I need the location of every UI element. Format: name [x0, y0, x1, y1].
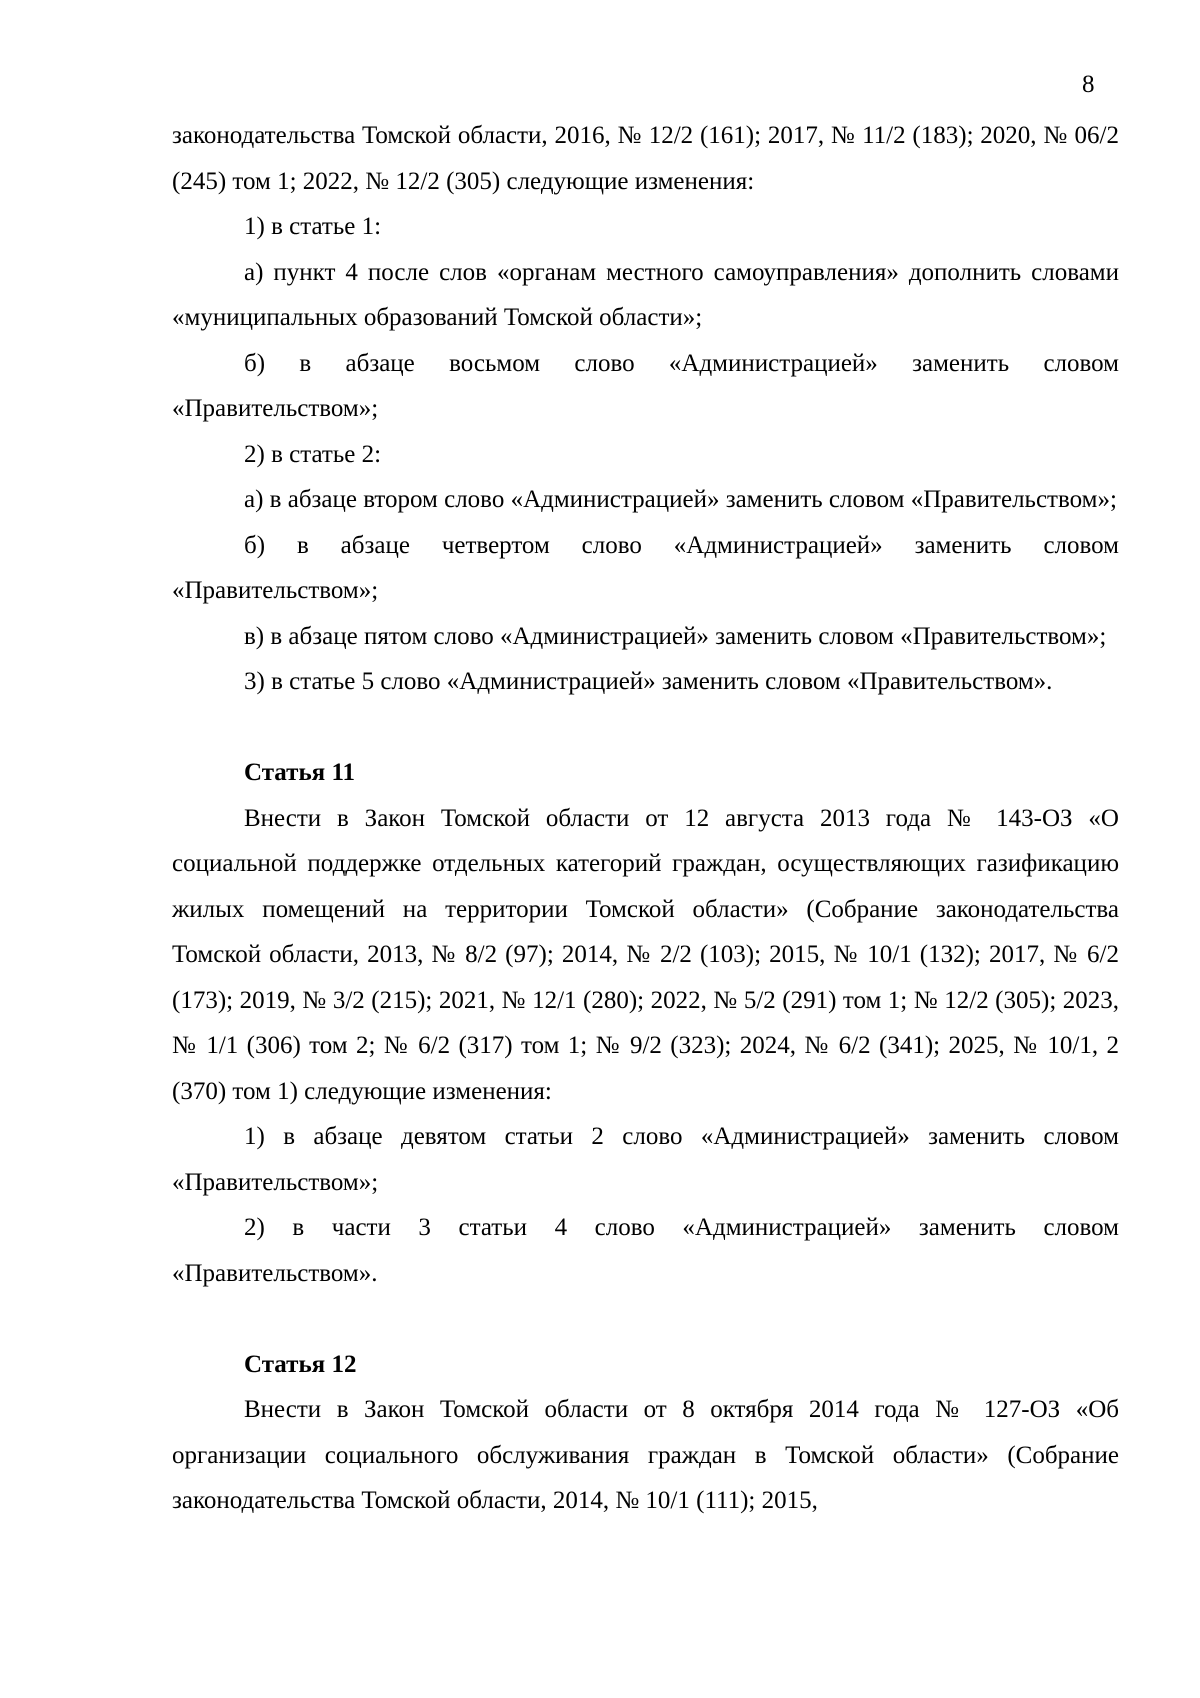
paragraph: в) в абзаце пятом слово «Администрацией» заменить словом «Правительством»;	[244, 622, 1107, 650]
paragraph: 1) в абзаце девятом статьи 2 слово «Администрацией» заменить словом «Правительством»;	[172, 1123, 1119, 1196]
paragraph: Внести в Закон Томской области от 12 августа 2013 года № 143-ОЗ «О социальной поддержке отдельных категорий граждан, осуществляющих газификацию жилых помещений на территории Томской области» (Собрание законодательства Томской области, 2013, № 8/2 (97); 2014, № 2/2 (103); 2015, № 10/1 (132); 2017, № 6/2 (173); 2019, № 3/2 (215); 2021, № 12/1 (280); 2022, № 5/2 (291) том 1; № 12/2 (305); 2023, № 1/1 (306) том 2; № 6/2 (317) том 1; № 9/2 (323); 2024, № 6/2 (341); 2025, № 10/1, 2 (370) том 1) следующие изменения:	[172, 804, 1119, 1105]
section-spacer	[172, 1296, 1119, 1342]
page-number: 8	[1082, 71, 1095, 98]
paragraph: б) в абзаце четвертом слово «Администрацией» заменить словом «Правительством»;	[172, 531, 1119, 604]
paragraph: 2) в статье 2:	[244, 440, 382, 468]
paragraph: 2) в части 3 статьи 4 слово «Администрацией» заменить словом «Правительством».	[172, 1214, 1119, 1287]
paragraph: а) пункт 4 после слов «органам местного самоуправления» дополнить словами «муниципальных образований Томской области»;	[172, 258, 1119, 331]
paragraph: законодательства Томской области, 2016, № 12/2 (161); 2017, № 11/2 (183); 2020, № 06/2 (245) том 1; 2022, № 12/2 (305) следующие изменения:	[172, 122, 1119, 195]
document-body	[172, 113, 1119, 1524]
paragraph: 3) в статье 5 слово «Администрацией» заменить словом «Правительством».	[244, 668, 1053, 695]
section-spacer	[172, 705, 1119, 751]
paragraph: Внести в Закон Томской области от 8 октября 2014 года № 127-ОЗ «Об организации социального обслуживания граждан в Томской области» (Собрание законодательства Томской области, 2014, № 10/1 (111); 2015,	[172, 1396, 1119, 1514]
paragraph: 1) в статье 1:	[244, 213, 382, 240]
paragraph: б) в абзаце восьмом слово «Администрацией» заменить словом «Правительством»;	[172, 349, 1119, 422]
article-heading: Статья 12	[244, 1350, 357, 1378]
article-heading: Статья 11	[244, 759, 356, 786]
paragraph: а) в абзаце втором слово «Администрацией» заменить словом «Правительством»;	[244, 486, 1117, 513]
